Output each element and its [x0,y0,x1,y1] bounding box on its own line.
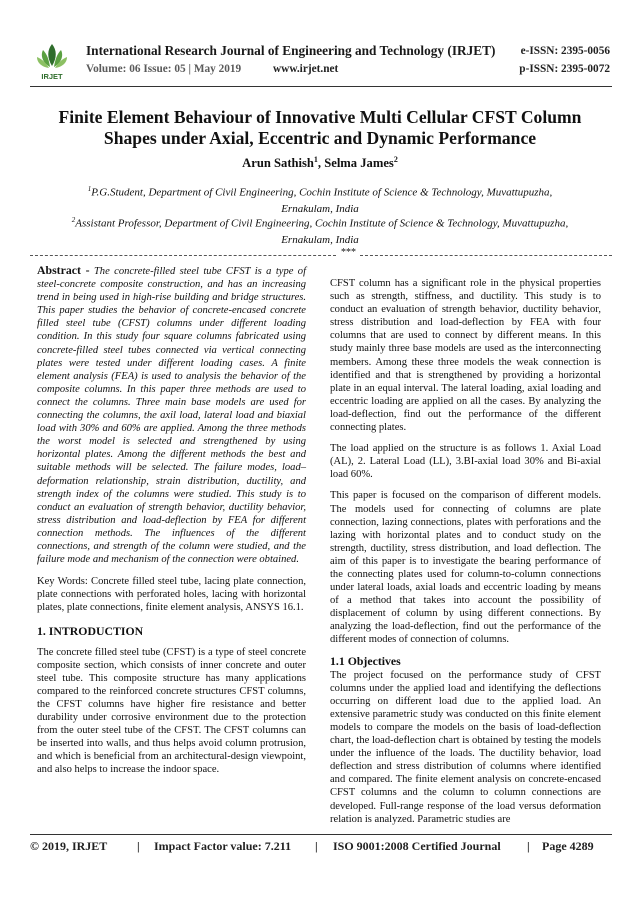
divider-dash-right [360,255,612,256]
e-issn: e-ISSN: 2395-0056 [520,45,610,57]
paper-title-line-1: Finite Element Behaviour of Innovative Multi Cellular CFST Column [58,107,582,127]
logo-text: IRJET [41,72,63,81]
footer-page-number: Page 4289 [542,839,594,853]
objectives-text: The project focused on the performance study of CFST columns under the applied load and identifying the deflections occurring on different load due to the applied load. An extensive parametric study was conducted on this finite element models to compare the models on the basis of load-deflection chart, the load-deflection chart is obtained by testing the models under the influence of the loads. The ductility behavior, load deflection and stress distribution of columns where identified and compared. The finite element analysis on concrete-encased CFST columns and the column to column connections are developed. Full-range response of the load versus deformation relation is analyzed. Parametric studies are [330,669,601,825]
divider-mark: *** [341,247,356,258]
footer-separator: | [137,839,140,853]
affil-2-sup: 2 [71,216,76,224]
volume-issue: Volume: 06 Issue: 05 | May 2019 [86,63,242,75]
right-paragraph-1: CFST column has a significant role in the physical properties such as strength, stiffness, and ductility. This study is to conduct an evaluation of strength behavior, ductility behavior, stress distribution and load-deflection by FEA with four columns that are used to connect by different means. In this study mainly three base models are used as the interconnecting members. Among these three models the weak connection is identified and that is strengthened by providing a horizontal plate in an equal interval. The lateral loading, axial loading and eccentric loading are applied on all the cases. By analyzing the load-deflection, find out the performance of the different connecting plates. [330,278,601,434]
paper-title-line-2: Shapes under Axial, Eccentric and Dynamic Performance [103,128,537,148]
author-1-sup: 1 [313,155,318,164]
author-2: Selma James [324,156,394,171]
objectives-heading: 1.1 Objectives [330,653,401,668]
footer-rule [30,834,612,835]
author-2-sup: 2 [393,155,398,164]
footer-separator: | [527,839,530,853]
affil-1-sup: 1 [87,185,92,193]
section-divider [30,247,612,260]
right-column [330,277,601,826]
footer-copyright: © 2019, IRJET [30,839,108,853]
introduction-heading: 1. INTRODUCTION [37,624,144,639]
abstract-text: The concrete-filled steel tube CFST is a type of steel-concrete composite construction, and has an increasing trend in being used in high-rise building and bridge structures. This paper studies the behavior of concrete-encased concrete filled steel tube (CFST) columns under different loading condition. In this study four square columns fabricated using concrete-filled steel tubes connected via vertical connecting plates were tested under different loading cases. A finite element analysis (FEA) is used to analysis the behavior of the composite columns. In this paper three methods are used to connect the columns. Three main base models are used for connecting the columns, the axil load, lateral load and biaxial load with 30% and 60% are applied. Among the three methods the worst model is selected and strengthened by using horizontal plates. Among the different methods the best and suitable methods will be selected. The failure modes, load–deformation relationship, strain distribution, ductility, and strength index of the columns were studied. This study is to conduct an evaluation of strength behavior, ductility behavior, stress distribution and load-deflection by FEA for different connection methods. The influences of the different connections, and strength of the column were studied, and the failure mode and mechanism of the connection were obtained. [37,266,306,566]
introduction-text: The concrete filled steel tube (CFST) is a type of steel concrete composite section, which consists of inner concrete and outer steel tube. This composite structure has many applications compared to the reinforced concrete structures CFST columns, the CFST columns have higher fire resistance and better durability under corrosive environment due to the protection from the outer steel tube of the CFST. The CFST columns can be inserted into walls, and thus helps avoid column protrusion, and which is beneficial from an architectural-design viewpoint, and also helps to increase the indoor space. [37,646,306,776]
paper-title [40,107,600,149]
journal-website[interactable]: www.irjet.net [273,63,339,75]
abstract-label: Abstract - [37,263,90,277]
affil-2-line-1: Assistant Professor, Department of Civil Engineering, Cochin Institute of Science & Technology, Muvattupuzha, [75,217,569,230]
divider-dash-left [30,255,336,256]
affiliation-2 [40,212,600,248]
affil-2-line-2: Ernakulam, India [281,233,359,246]
footer-separator: | [315,839,318,853]
footer-impact-factor: Impact Factor value: 7.211 [154,839,292,853]
right-paragraph-2: The load applied on the structure is as follows 1. Axial Load (AL), 2. Lateral Load (LL), 3.BI-axial load 30% and Bi-axial load 60%. [330,443,601,481]
author-separator: , [317,156,325,171]
abstract [37,264,306,566]
right-paragraph-3: This paper is focused on the comparison of different models. The models used for connecting of columns are plate connection, lazing connections, plates with perforations and the lazing with horizontal plates and to conduct study on the strength, ductility, stress distribution, and load deflection. The aim of this paper is to investigate the bearing performance of the connecting plates used for column-to-column connections under lateral loads, axial loads and eccentric loading by means of a method that takes into account the possibility of displacement of column by using different connections. By analyzing the load-deflection, find out the performance of the different modes of connection of columns. [330,490,601,646]
journal-title: International Research Journal of Engineering and Technology (IRJET) [86,43,496,58]
author-1: Arun Sathish [242,156,314,171]
journal-header [30,42,610,82]
left-column [37,264,306,784]
keywords: Key Words: Concrete filled steel tube, lacing plate connection, plate connections with perforated holes, lacing with horizontal plates, plate connections, finite element analysis, ANSYS 16.1. [37,576,306,614]
affil-1-line-1: P.G.Student, Department of Civil Engineering, Cochin Institute of Science & Technology, Muvattupuzha, [91,186,553,199]
author-list [40,155,600,171]
irjet-logo [34,42,70,82]
affil-1-line-2: Ernakulam, India [281,202,359,215]
p-issn: p-ISSN: 2395-0072 [519,63,610,75]
footer-iso: ISO 9001:2008 Certified Journal [333,839,501,853]
header-rule [30,86,612,87]
